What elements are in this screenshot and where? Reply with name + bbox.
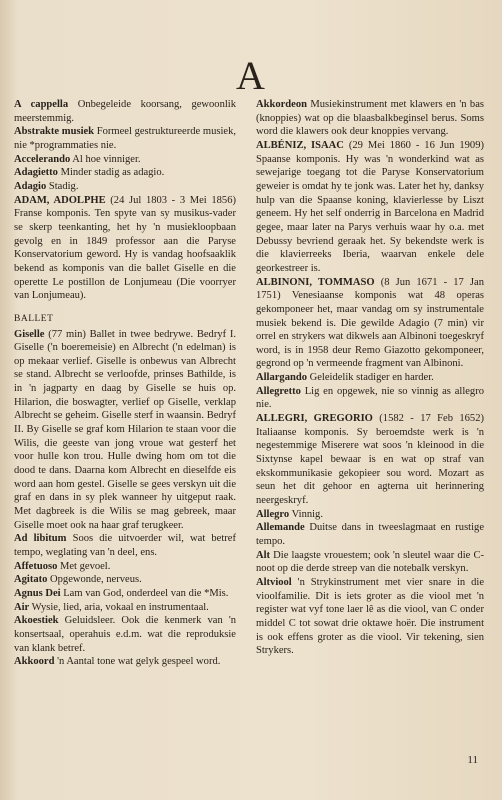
entry-headword: Abstrakte musiek bbox=[14, 126, 95, 138]
entry-definition: (24 Jul 1803 - 3 Mei 1856) Franse komponis. Ten spyte van sy musikus-vader se skerp teenkanting, het hy 'n musiekloopbaan gevolg en in 1849 professor aan die Paryse Konservatorium geword. Hy is vandag hoofsaaklik bekend as komponis van die ballet Giselle en die operette Le postillon de Lonjumeau (Die voorryer van Lonjumeau). bbox=[14, 194, 236, 302]
entry-definition: Onbegeleide koorsang, gewoonlik meerstemmig. bbox=[14, 99, 236, 124]
entry-definition: Lig en opgewek, nie so vinnig as allegro nie. bbox=[256, 385, 484, 411]
dictionary-entry bbox=[14, 587, 236, 601]
dictionary-entry bbox=[14, 166, 236, 180]
section-heading: BALLET bbox=[14, 313, 54, 324]
entry-definition: Met gevoel. bbox=[57, 560, 111, 572]
entry-definition: Formeel gestruktureerde musiek, nie *programmaties nie. bbox=[14, 126, 236, 151]
entry-headword: ADAM, ADOLPHE bbox=[14, 194, 106, 206]
dictionary-entry bbox=[256, 576, 484, 658]
entry-definition: Lam van God, onderdeel van die *Mis. bbox=[60, 587, 229, 599]
entry-headword: Giselle bbox=[14, 328, 45, 340]
entry-headword: Allargando bbox=[256, 372, 307, 384]
dictionary-entry bbox=[14, 125, 236, 152]
entry-definition: Musiekinstrument met klawers en 'n bas (knoppies) wat op die blaasbalkbeginsel berus. Soms word die klawers ook deur knoppies vervang. bbox=[256, 99, 484, 138]
entry-headword: Akoestiek bbox=[14, 615, 59, 627]
entry-definition: Al hoe vinniger. bbox=[70, 153, 141, 165]
dictionary-entry bbox=[14, 153, 236, 167]
dictionary-entry bbox=[14, 614, 236, 655]
entry-headword: Air bbox=[14, 601, 30, 613]
dictionary-entry bbox=[14, 532, 236, 559]
section-letter: A bbox=[236, 53, 266, 98]
entry-definition: 'n Aantal tone wat gelyk gespeel word. bbox=[54, 656, 221, 668]
entry-definition: 'n Strykinstrument met vier snare in die vioolfamilie. Dit is iets groter as die viool met 'n register wat vyf tone laer lê as die viool, van C onder middel C tot sowat drie oktawe hoër. Die instrument is ook effens groter as die viool. Vir tekening, sien Strykers. bbox=[256, 576, 484, 657]
entry-headword: Allegro bbox=[256, 508, 290, 520]
entry-definition: Opgewonde, nerveus. bbox=[47, 574, 142, 586]
entry-headword: Agitato bbox=[14, 574, 48, 586]
dictionary-entry bbox=[14, 194, 236, 303]
dictionary-entry bbox=[256, 412, 484, 508]
entry-definition: Duitse dans in tweeslagmaat en rustige tempo. bbox=[256, 522, 484, 547]
entry-definition: Wysie, lied, aria, vokaal en instrumentaal. bbox=[29, 601, 209, 613]
dictionary-entry bbox=[256, 139, 484, 276]
entry-definition: Soos die uitvoerder wil, wat betref tempo, weglating van 'n deel, ens. bbox=[14, 533, 236, 558]
entry-headword: Akkordeon bbox=[256, 99, 307, 110]
entry-definition: (29 Mei 1860 - 16 Jun 1909) Spaanse komponis. Hy was 'n wonderkind wat as sewejarige toegang tot die Paryse Konservatorium geweier is omdat hy te jonk was. Later het hy, danksy hulp van die Spaanse koning, klavierlesse by Liszt geneem. Hy het self onderrig in Barcelona en Madrid gegee, maar later na Parys verhuis waar hy o.a. met Debussy bevriend geraak het. Sy bekendste werk is die klavierreeks Iberia, waarvan enkele dele georkestreer is. bbox=[256, 139, 484, 274]
dictionary-entry bbox=[256, 276, 484, 372]
entry-definition: Stadig. bbox=[46, 180, 79, 192]
left-column bbox=[14, 98, 236, 669]
dictionary-entry bbox=[14, 98, 236, 125]
entry-headword: Ad libitum bbox=[14, 533, 67, 545]
entry-headword: ALLEGRI, GREGORIO bbox=[256, 413, 373, 425]
dictionary-entry bbox=[14, 328, 236, 533]
entry-headword: Agnus Dei bbox=[14, 587, 61, 599]
dictionary-entry bbox=[14, 573, 236, 587]
entry-definition: Die laagste vrouestem; ook 'n sleutel waar die C-noot op die derde streep van die notebalk verskyn. bbox=[256, 549, 484, 575]
entry-definition: Minder stadig as adagio. bbox=[57, 167, 165, 179]
entry-definition: Geluidsleer. Ook die kenmerk van 'n konsertsaal, operahuis e.d.m. wat die reproduksie van klank betref. bbox=[14, 615, 236, 654]
entry-headword: Affetuoso bbox=[14, 560, 58, 572]
right-column bbox=[256, 98, 484, 658]
entry-headword: ALBINONI, TOMMASO bbox=[256, 276, 375, 288]
page-number: 11 bbox=[467, 754, 478, 766]
entry-headword: Allemande bbox=[256, 522, 305, 534]
entry-definition: (1582 - 17 Feb 1652) Italiaanse komponis. Sy beroemdste werk is 'n negestemmige Miserere wat soos 'n kleinood in die Sixtynse kapel bewaar is en wat op straf van ekskommunikasie gekopieer sou word. Mozart as seun het dit gehoor en agterna uit herinnering neergeskryf. bbox=[256, 413, 484, 507]
entry-headword: Altviool bbox=[256, 576, 292, 588]
dictionary-entry bbox=[256, 98, 484, 139]
entry-definition: (8 Jun 1671 - 17 Jan 1751) Venesiaanse komponis wat 48 operas gekomponeer het, maar vandag om sy instrumentale musiek bekend is. Die gewilde Adagio (7 min) vir orrel en strykers wat dikwels aan Albinoni toegeskryf word, is in 1958 deur Remo Giazotto gekomponeer, gegrond op 'n vermeende fragment van Albinoni. bbox=[256, 276, 484, 370]
dictionary-entry bbox=[256, 549, 484, 576]
dictionary-entry bbox=[256, 508, 484, 522]
dictionary-entry bbox=[256, 521, 484, 548]
entry-headword: Akkoord bbox=[14, 656, 55, 668]
entry-definition: Geleidelik stadiger en harder. bbox=[306, 372, 434, 384]
entry-definition: (77 min) Ballet in twee bedrywe. Bedryf I. Giselle ('n boeremeisie) en Albrecht ('n edelman) is op mekaar verlief. Giselle is onbewus van Albrecht se stand. Albrecht se verloofde, prinses Bathilde, is in 'n jagparty en daag by Giselle se huis op. Hilarion, die boswagter, verlief op Giselle, verklap Albrecht se geheim. Giselle sterf in waansin. Bedryf II. By Giselle se graf kom Hilarion te staan voor die Wilis, die geeste van jong vroue wat gesterf het voor hulle kon trou. Hulle dwing hom om tot die dood te dans. Daarna kom Albrecht en dieselfde eis word aan hom gestel. Giselle se gees verskyn uit die graf en dans in sy plek wanneer hy uitgeput raak. Met dagbreek is die Wilis se mag gebreek, maar Giselle moet ook na haar graf terugkeer. bbox=[14, 328, 236, 531]
entry-headword: ALBÉNIZ, ISAAC bbox=[256, 139, 344, 151]
dictionary-entry bbox=[14, 655, 236, 669]
dictionary-entry bbox=[14, 560, 236, 574]
dictionary-entry bbox=[256, 371, 484, 385]
entry-definition: Vinnig. bbox=[289, 508, 323, 520]
dictionary-entry bbox=[14, 601, 236, 615]
entry-headword: Alt bbox=[256, 549, 271, 561]
dictionary-entry bbox=[14, 180, 236, 194]
entry-headword: Allegretto bbox=[256, 385, 301, 397]
entry-headword: Accelerando bbox=[14, 153, 71, 165]
entry-headword: Adagio bbox=[14, 180, 47, 192]
entry-headword: A cappella bbox=[14, 99, 69, 110]
entry-headword: Adagietto bbox=[14, 167, 58, 179]
dictionary-entry bbox=[256, 385, 484, 412]
